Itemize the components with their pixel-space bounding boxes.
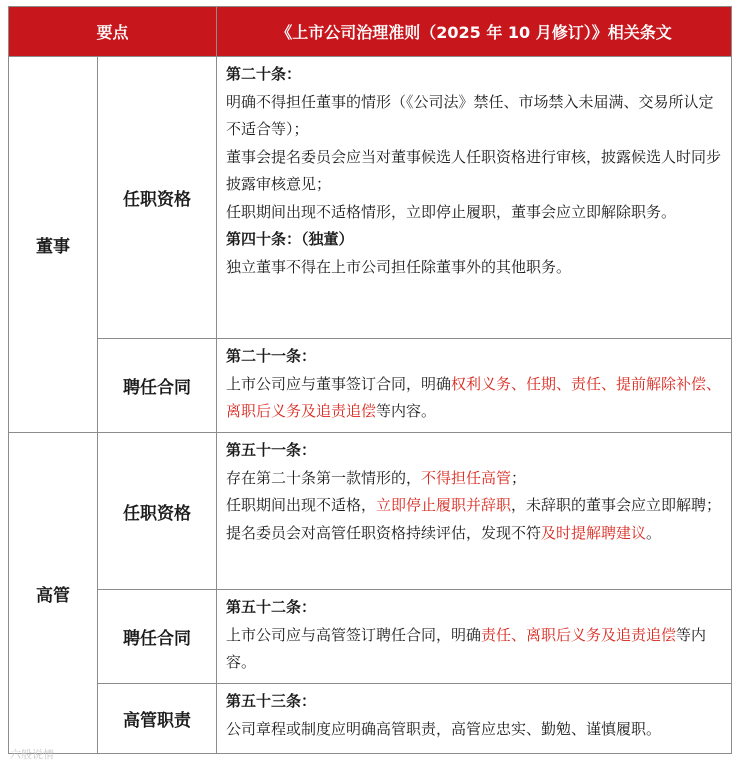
subcategory-qualification: 任职资格 xyxy=(98,57,217,339)
text-segment: 。 xyxy=(646,523,662,542)
category-executives: 高管 xyxy=(9,433,98,754)
article-title: 第五十三条： xyxy=(226,692,317,710)
table-row xyxy=(9,339,732,433)
subcategory-qualification: 任职资格 xyxy=(98,433,217,590)
article-title: 第二十条： xyxy=(226,65,302,83)
provision-cell xyxy=(217,590,732,684)
provision-cell xyxy=(217,339,732,433)
article-title: 第四十条：（独董） xyxy=(226,230,354,248)
table-row xyxy=(9,684,732,754)
highlight-segment: 责任、离职后义务及追责追偿 xyxy=(481,625,677,644)
text-segment: ，未辞职的董事会应立即解聘； xyxy=(511,496,722,514)
text-segment: 存在第二十条第一款情形的， xyxy=(226,468,422,487)
table-row xyxy=(9,433,732,590)
subcategory-contract: 聘任合同 xyxy=(98,590,217,684)
provision-line xyxy=(226,465,727,493)
provision-line: 董事会提名委员会应当对董事候选人任职资格进行审核，披露候选人时同步披露审核意见； xyxy=(226,147,722,193)
text-segment: 提名委员会对高管任职资格持续评估，发现不符 xyxy=(226,523,542,542)
text-segment: 等内容。 xyxy=(226,625,707,671)
provision-line: 明确不得担任董事的情形（《公司法》禁任、市场禁入未届满、交易所认定不适合等）； xyxy=(226,92,714,138)
header-key-points: 要点 xyxy=(9,7,217,57)
table-header-row xyxy=(9,7,732,57)
article-title: 第五十一条： xyxy=(226,441,317,459)
text-segment: 上市公司应与高管签订聘任合同，明确 xyxy=(226,625,482,644)
header-provisions: 《上市公司治理准则（2025 年 10 月修订）》相关条文 xyxy=(217,7,732,57)
subcategory-contract: 聘任合同 xyxy=(98,339,217,433)
provision-cell xyxy=(217,57,732,339)
provision-line xyxy=(226,520,727,548)
subcategory-duties: 高管职责 xyxy=(98,684,217,754)
category-directors: 董事 xyxy=(9,57,98,433)
highlight-segment: 及时提解聘建议 xyxy=(541,523,647,542)
provision-line xyxy=(226,622,727,677)
text-segment: 上市公司应与董事签订合同，明确 xyxy=(226,374,452,393)
provision-cell xyxy=(217,684,732,754)
provision-line xyxy=(226,492,727,520)
provision-line: 任职期间出现不适格情形，立即停止履职，董事会应立即解除职务。 xyxy=(226,202,677,221)
highlight-segment: 立即停止履职并辞职 xyxy=(376,496,512,514)
article-title: 第五十二条： xyxy=(226,598,317,616)
table-row xyxy=(9,590,732,684)
provision-line xyxy=(226,371,727,426)
text-segment: 任职期间出现不适格， xyxy=(226,496,377,514)
provision-line: 独立董事不得在上市公司担任除董事外的其他职务。 xyxy=(226,257,572,276)
provision-line: 公司章程或制度应明确高管职责，高管应忠实、勤勉、谨慎履职。 xyxy=(226,719,662,738)
table-row xyxy=(9,57,732,339)
text-segment: ； xyxy=(511,468,527,487)
provision-cell xyxy=(217,433,732,590)
text-segment: 等内容。 xyxy=(376,402,437,420)
highlight-segment: 不得担任高管 xyxy=(421,468,512,487)
watermark: 六般说情 xyxy=(10,748,54,761)
article-title: 第二十一条： xyxy=(226,347,317,365)
regulation-table xyxy=(8,6,732,754)
highlight-segment: 权利义务、任期、责任、提前解除补偿、离职后义务及追责追偿 xyxy=(226,374,722,420)
